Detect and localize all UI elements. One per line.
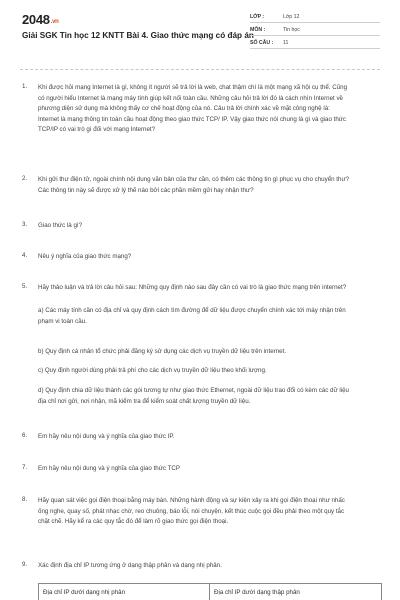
question-text: Nêu ý nghĩa của giao thức mạng? [38, 253, 132, 260]
table-header-decimal: Địa chỉ IP dưới dạng thập phân [214, 589, 300, 596]
site-logo[interactable] [22, 12, 59, 27]
question-text: Em hãy nêu nội dung và ý nghĩa của giao thức IP. [38, 433, 175, 440]
meta-row-class [250, 12, 380, 23]
document-title: Giải SGK Tin học 12 KNTT Bài 4. Giao thức mạng có đáp án [22, 31, 254, 40]
q5-option-a: a) Các máy tính cần có địa chỉ và quy định cách tìm đường để dữ liệu được chuyển chính xác tới máy nhận trên phạm vi toàn cầu. [38, 307, 346, 325]
meta-key: SỐ CÂU : [250, 40, 274, 46]
question-text: Khi gửi thư điện tử, ngoài chính nội dung văn bản của thư cần, có thêm các thông tin gì phục vụ cho chuyển thư? Các thông tin này sẽ được xử lý thế nào bởi các phần mềm gửi hay nhận thư? [38, 176, 350, 194]
q5-option-d: d) Quy định chia dữ liệu thành các gói tương tự như giao thức Ethernet, ngoài dữ liệu trao đổi có kèm các dữ liệu địa chỉ nơi gửi, nơi nhận, mã kiểm tra để kiểm soát chất lượng truyền dữ liệu. [38, 387, 349, 405]
question-text: Hãy quan sát việc gọi điện thoại bằng máy bàn. Những hành động và sự kiện xảy ra khi gọi điện thoại như nhấc ống nghe, quay số, phát nhạc chờ, reo chuông, báo lỗi, nói chuyện, kết thúc cuộc gọi đều phải theo một quy tắc chặt chẽ. Hãy kể ra các quy tắc đó để làm rõ giao thức gọi điện thoại. [38, 497, 345, 525]
logo-suffix: .vn [50, 19, 59, 25]
meta-key: LỚP : [250, 14, 265, 20]
question-number: 8. [22, 496, 28, 503]
ip-address-table [38, 583, 382, 600]
question-text: Em hãy nêu nội dung và ý nghĩa của giao thức TCP [38, 465, 180, 472]
question-number: 7. [22, 464, 28, 471]
header-divider [20, 69, 380, 70]
question-number: 6. [22, 432, 28, 439]
meta-value: Tin học [283, 27, 300, 33]
meta-row-subject [250, 25, 380, 36]
question-text: Hãy thảo luận và trả lời câu hỏi sau: Những quy định nào sau đây cần có vai trò là giao thức mạng trên internet? [38, 284, 347, 291]
question-number: 1. [22, 83, 28, 90]
question-text: Khi được hỏi mạng Internet là gì, không ít người sẽ trả lời là web, chat thậm chí là một mạng xã hội cụ thể. Cũng có người hiểu Internet là mạng máy tính giúp kết nối toàn cầu. Những câu hỏi trả lời đó là cách nhìn Internet về phương diện sử dụng mà không thấy cơ chế hoạt động của nó. Câu trả lời chính xác về mặt công nghệ là: Internet là mạng thông tin toàn cầu hoạt động theo giao thức TCP/ IP. Vậy giao thức nói chung là gì và giao thức TCP/IP có vai trò gì đối với mạng Internet? [38, 84, 348, 133]
question-number: 3. [22, 221, 28, 228]
meta-value: 11 [283, 40, 289, 46]
meta-key: MÔN : [250, 27, 266, 33]
table-header-binary: Địa chỉ IP dưới dạng nhị phân [39, 584, 210, 600]
question-number: 9. [22, 561, 28, 568]
meta-row-count [250, 38, 380, 49]
meta-info-table [250, 12, 380, 51]
q5-option-c: c) Quy định người dùng phải trả phí cho các dịch vụ truyền dữ liệu theo khối lượng. [38, 367, 267, 374]
logo-text: 2048 [22, 12, 50, 27]
q5-option-b: b) Quy định cá nhân tổ chức phải đăng ký sử dụng các dịch vụ truyền dữ liệu trên internet. [38, 348, 287, 355]
question-text: Xác định địa chỉ IP tương ứng ở dạng thập phân và dạng nhị phân. [38, 562, 222, 569]
meta-value: Lớp 12 [283, 14, 300, 20]
page-header [0, 0, 400, 66]
question-number: 5. [22, 283, 28, 290]
question-number: 2. [22, 175, 28, 182]
question-text: Giao thức là gì? [38, 222, 83, 229]
question-number: 4. [22, 252, 28, 259]
